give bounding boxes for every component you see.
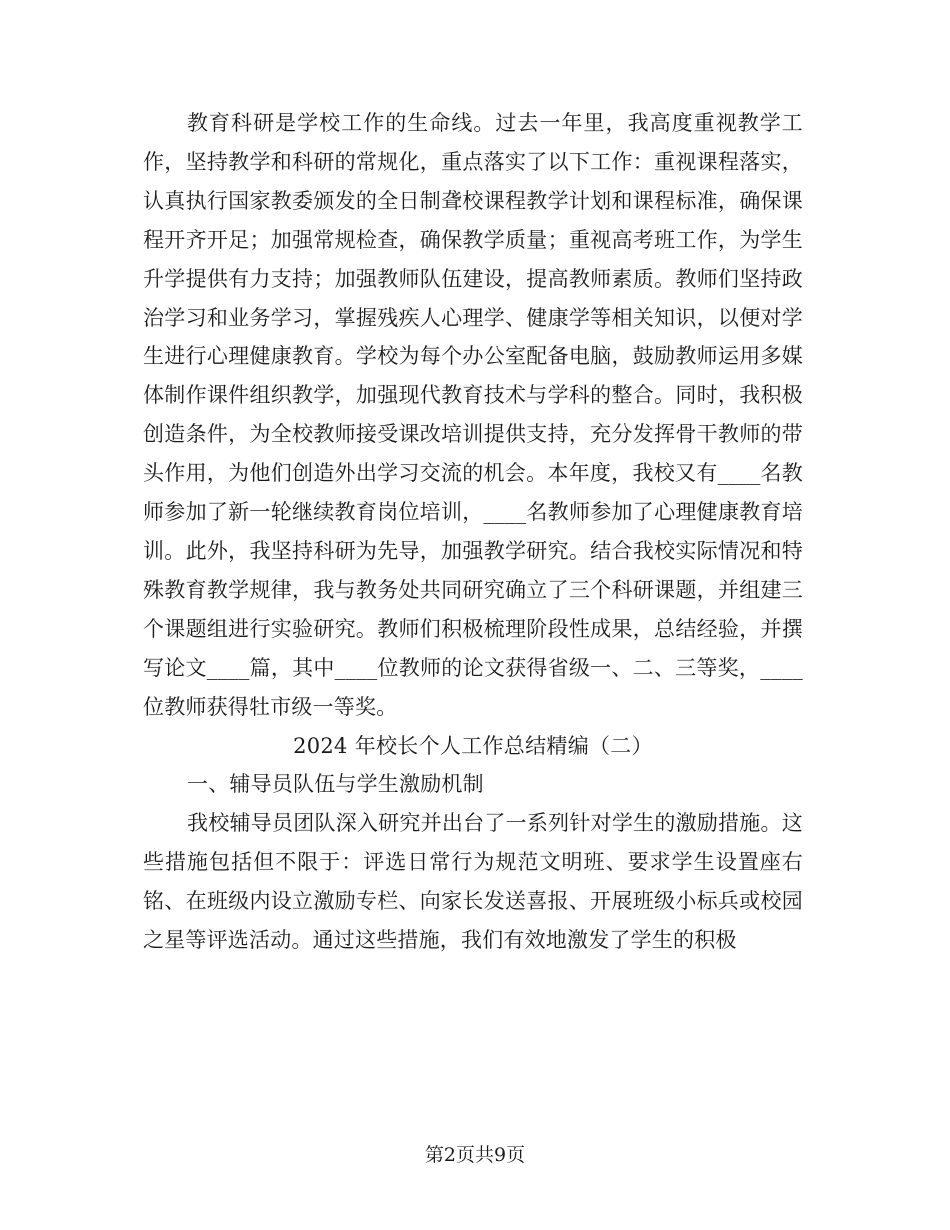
page-number: 第2页共9页 xyxy=(424,1144,526,1166)
paragraph-research: 教育科研是学校工作的生命线。过去一年里，我高度重视教学工作，坚持教学和科研的常规化，重点落实了以下工作：重视课程落实，认真执行国家教委颁发的全日制聋校课程教学计划和课程标准，确保课程开齐开足；加强常规检查，确保教学质量；重视高考班工作，为学生升学提供有力支持；加强教师队伍建设，提高教师素质。教师们坚持政治学习和业务学习，掌握残疾人心理学、健康学等相关知识，以便对学生进行心理健康教育。学校为每个办公室配备电脑，鼓励教师运用多媒体制作课件组织教学，加强现代教育技术与学科的整合。同时，我积极创造条件，为全校教师接受课改培训提供支持，充分发挥骨干教师的带头作用，为他们创造外出学习交流的机会。本年度，我校又有____名教师参加了新一轮继续教育岗位培训，____名教师参加了心理健康教育培训。此外，我坚持科研为先导，加强教学研究。结合我校实际情况和特殊教育教学规律，我与教务处共同研究确立了三个科研课题，并组建三个课题组进行实验研究。教师们积极梳理阶段性成果，总结经验，并撰写论文____篇，其中____位教师的论文获得省级一、二、三等奖，____位教师获得牡市级一等奖。 xyxy=(143,111,803,719)
document-body xyxy=(143,104,803,960)
section-title: 2024 年校长个人工作总结精编（二） xyxy=(293,733,653,758)
paragraph-incentives: 我校辅导员团队深入研究并出台了一系列针对学生的激励措施。这些措施包括但不限于：评选日常行为规范文明班、要求学生设置座右铭、在班级内设立激励专栏、向家长发送喜报、开展班级小标兵或校园之星等评选活动。通过这些措施，我们有效地激发了学生的积极 xyxy=(143,811,803,953)
heading-counselor-incentives: 一、辅导员队伍与学生激励机制 xyxy=(187,772,484,797)
